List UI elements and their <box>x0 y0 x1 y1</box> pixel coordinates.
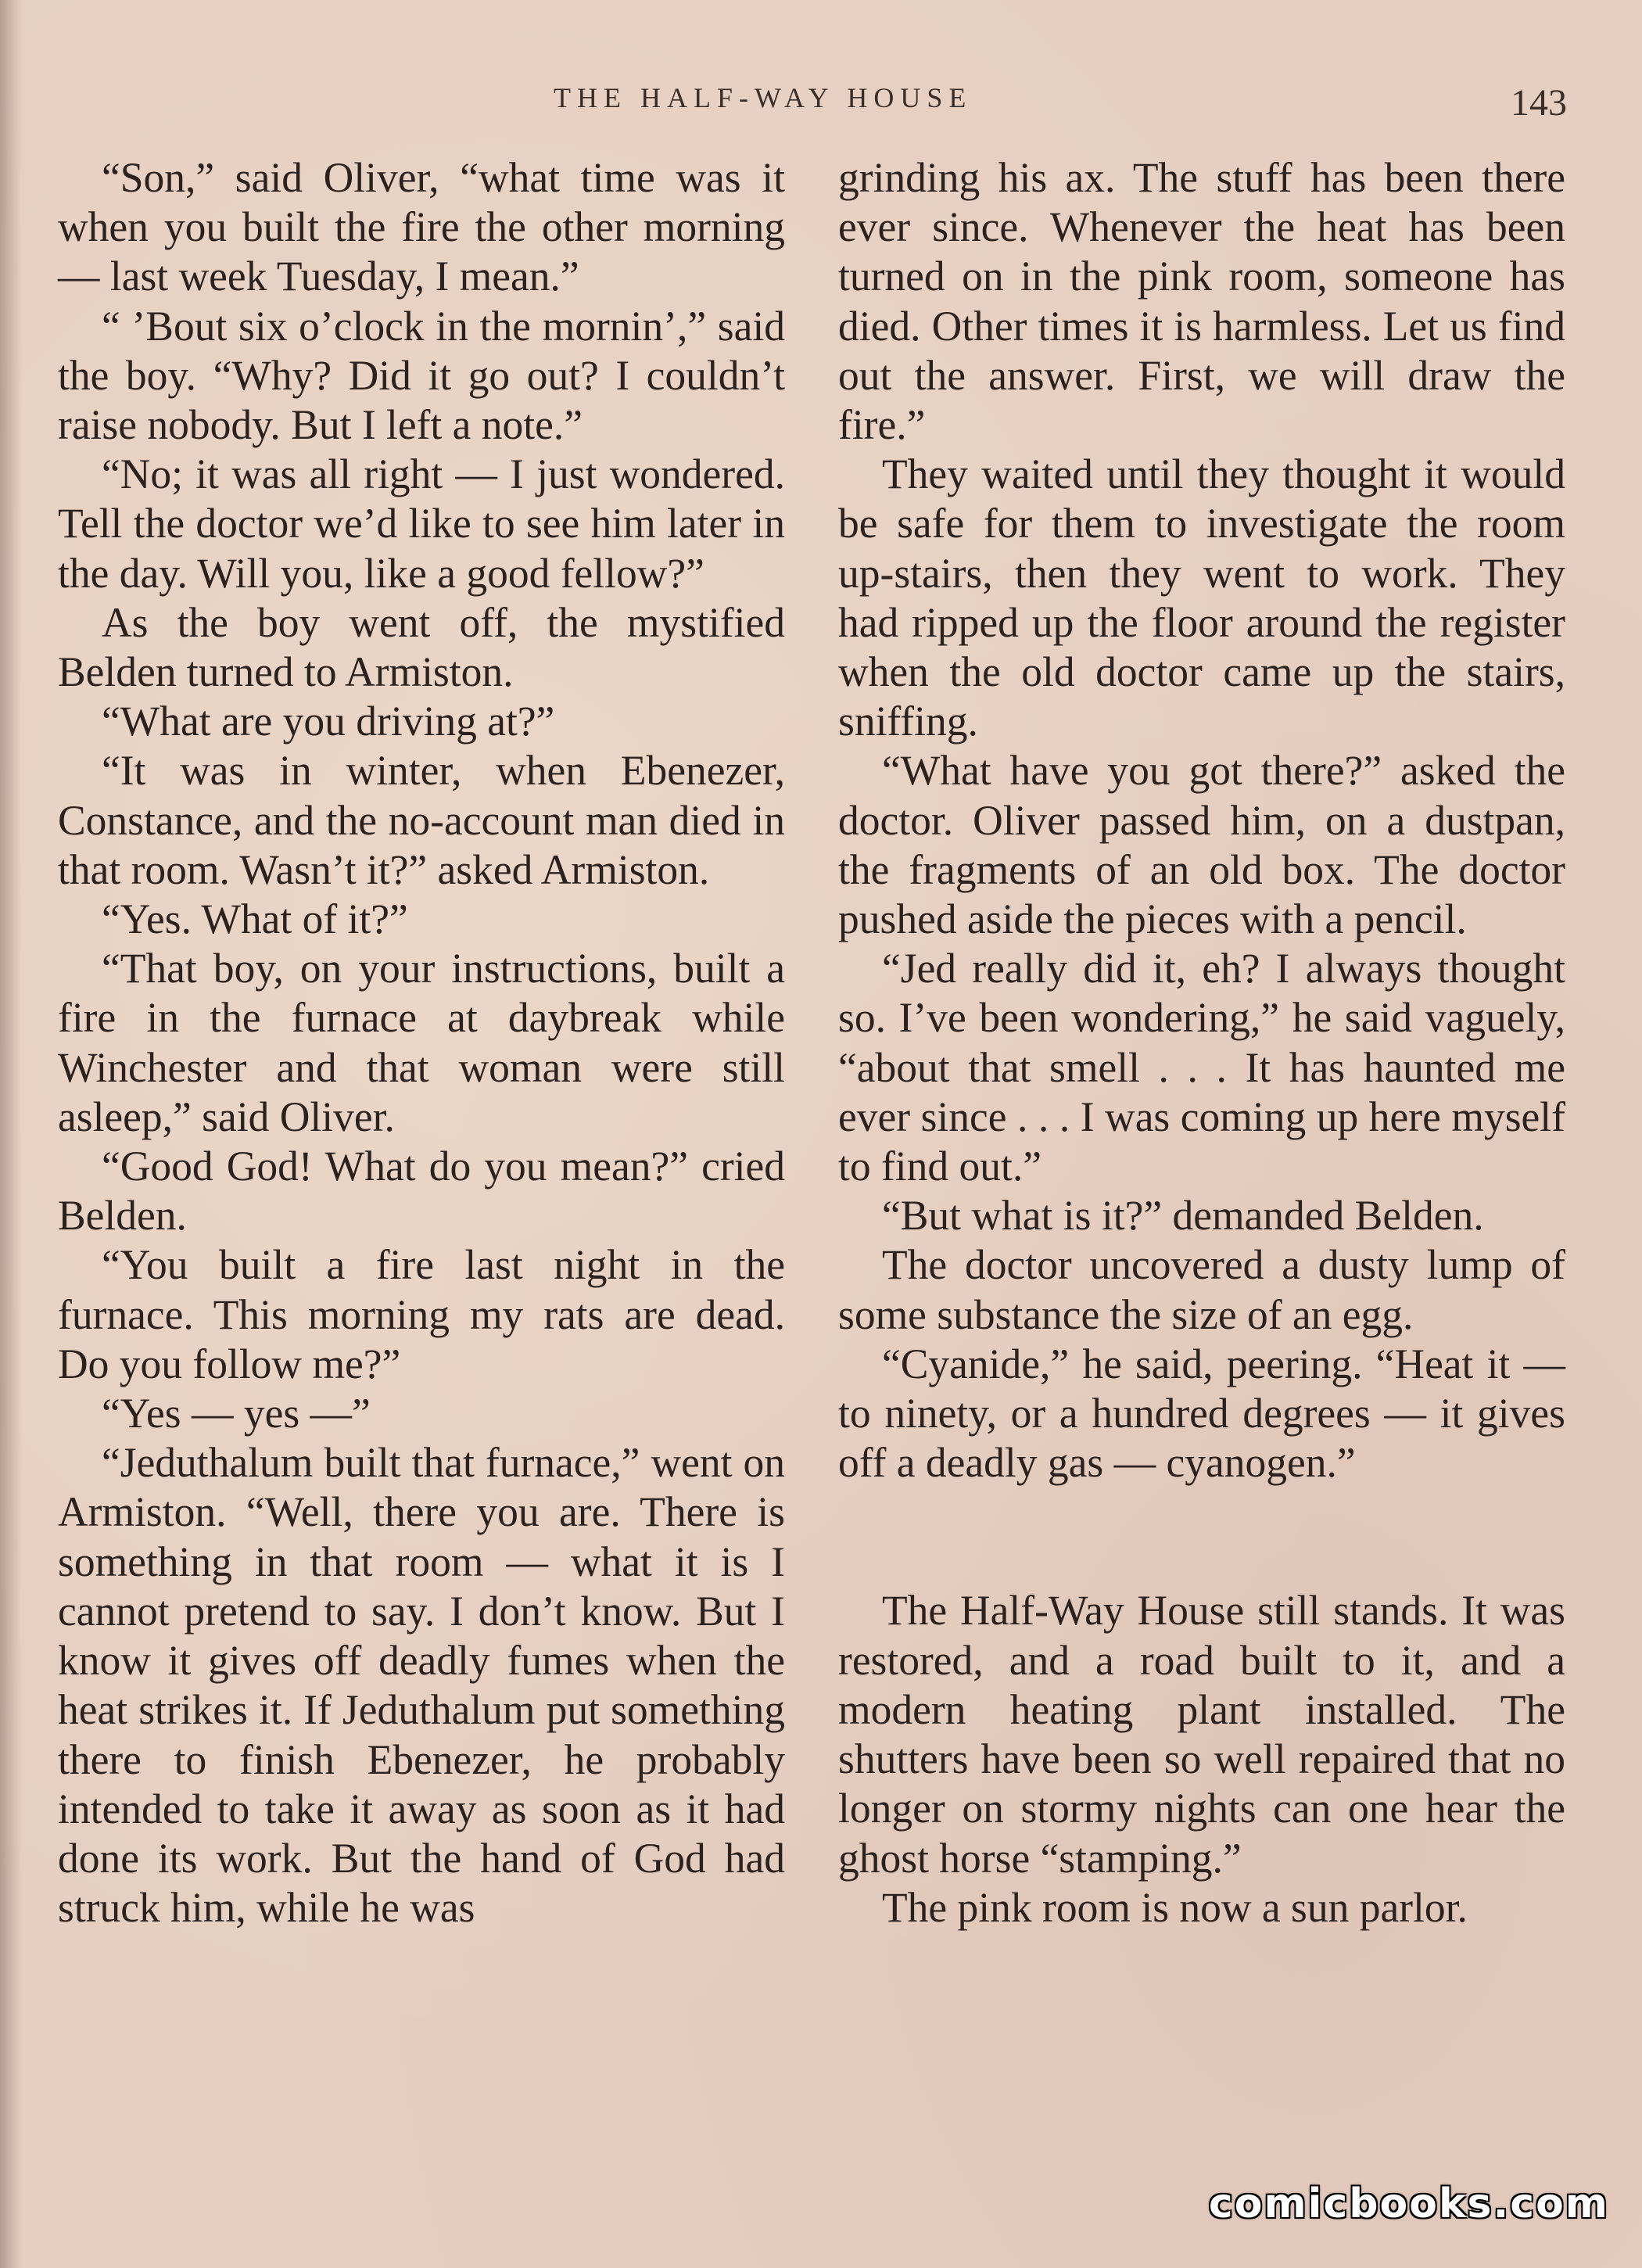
paragraph: The Half-Way House still stands. It was restored, and a road built to it, and a modern heating plant installed. The shutters have been so well repaired that no longer on stormy nights can one hear the ghost horse “stamping.” <box>838 1587 1565 1882</box>
paragraph: “Good God! What do you mean?” cried Belden. <box>58 1143 785 1240</box>
paragraph: “You built a fire last night in the furnace. This morning my rats are dead. Do you follow me?” <box>58 1241 785 1387</box>
paragraph: “No; it was all right — I just wondered. Tell the doctor we’d like to see him later in the day. Will you, like a good fellow?” <box>58 450 785 597</box>
paragraph: As the boy went off, the mystified Belden turned to Armiston. <box>58 598 785 696</box>
paragraph: “Yes. What of it?” <box>102 895 408 943</box>
paragraph: “That boy, on your instructions, built a fire in the furnace at daybreak while Winchester and that woman were still asleep,” said Oliver. <box>58 945 785 1140</box>
paragraph: “But what is it?” demanded Belden. <box>882 1192 1484 1240</box>
paragraph-continued: grinding his ax. The stuff has been there ever since. Whenever the heat has been turned on in the pink room, someone has died. Other times it is harmless. Let us find out the answer. First, we will draw the fire.” <box>838 154 1565 449</box>
left-column <box>58 153 785 1932</box>
paragraph: “What have you got there?” asked the doctor. Oliver passed him, on a dustpan, the fragments of an old box. The doctor pushed aside the pieces with a pencil. <box>838 747 1565 943</box>
paragraph: The pink room is now a sun parlor. <box>882 1883 1468 1931</box>
paragraph: The doctor uncovered a dusty lump of some substance the size of an egg. <box>838 1241 1565 1338</box>
binding-shadow <box>0 0 22 2268</box>
running-head: THE HALF-WAY HOUSE <box>554 82 973 113</box>
paragraph: “Son,” said Oliver, “what time was it when you built the fire the other morning — last week Tuesday, I mean.” <box>58 154 785 300</box>
watermark-logo: comicbooks.com <box>1208 2180 1609 2227</box>
paragraph: “Yes — yes —” <box>102 1390 371 1437</box>
right-column <box>838 153 1565 1932</box>
paragraph: “Cyanide,” he said, peering. “Heat it — to ninety, or a hundred degrees — it gives off a deadly gas — cyanogen.” <box>838 1340 1565 1487</box>
page-number: 143 <box>1511 82 1567 124</box>
paragraph: They waited until they thought it would be safe for them to investigate the room up-stairs, then they went to work. They had ripped up the floor around the register when the old doctor came up the stairs, sniffing. <box>838 450 1565 745</box>
paragraph: “ ’Bout six o’clock in the mornin’,” said the boy. “Why? Did it go out? I couldn’t raise nobody. But I left a note.” <box>58 302 785 449</box>
paragraph: “Jed really did it, eh? I always thought so. I’ve been wondering,” he said vaguely, “about that smell . . . It has haunted me ever since . . . I was coming up here myself to find out.” <box>838 945 1565 1190</box>
paragraph: “Jeduthalum built that furnace,” went on Armiston. “Well, there you are. There is something in that room — what it is I cannot pretend to say. I don’t know. But I know it gives off deadly fumes when the heat strikes it. If Jeduthalum put something there to finish Ebenezer, he probably intended to take it away as soon as it had done its work. But the hand of God had struck him, while he was <box>58 1439 785 1932</box>
paragraph: “What are you driving at?” <box>102 698 555 745</box>
paragraph: “It was in winter, when Ebenezer, Constance, and the no-account man died in that room. Wasn’t it?” asked Armiston. <box>58 747 785 893</box>
